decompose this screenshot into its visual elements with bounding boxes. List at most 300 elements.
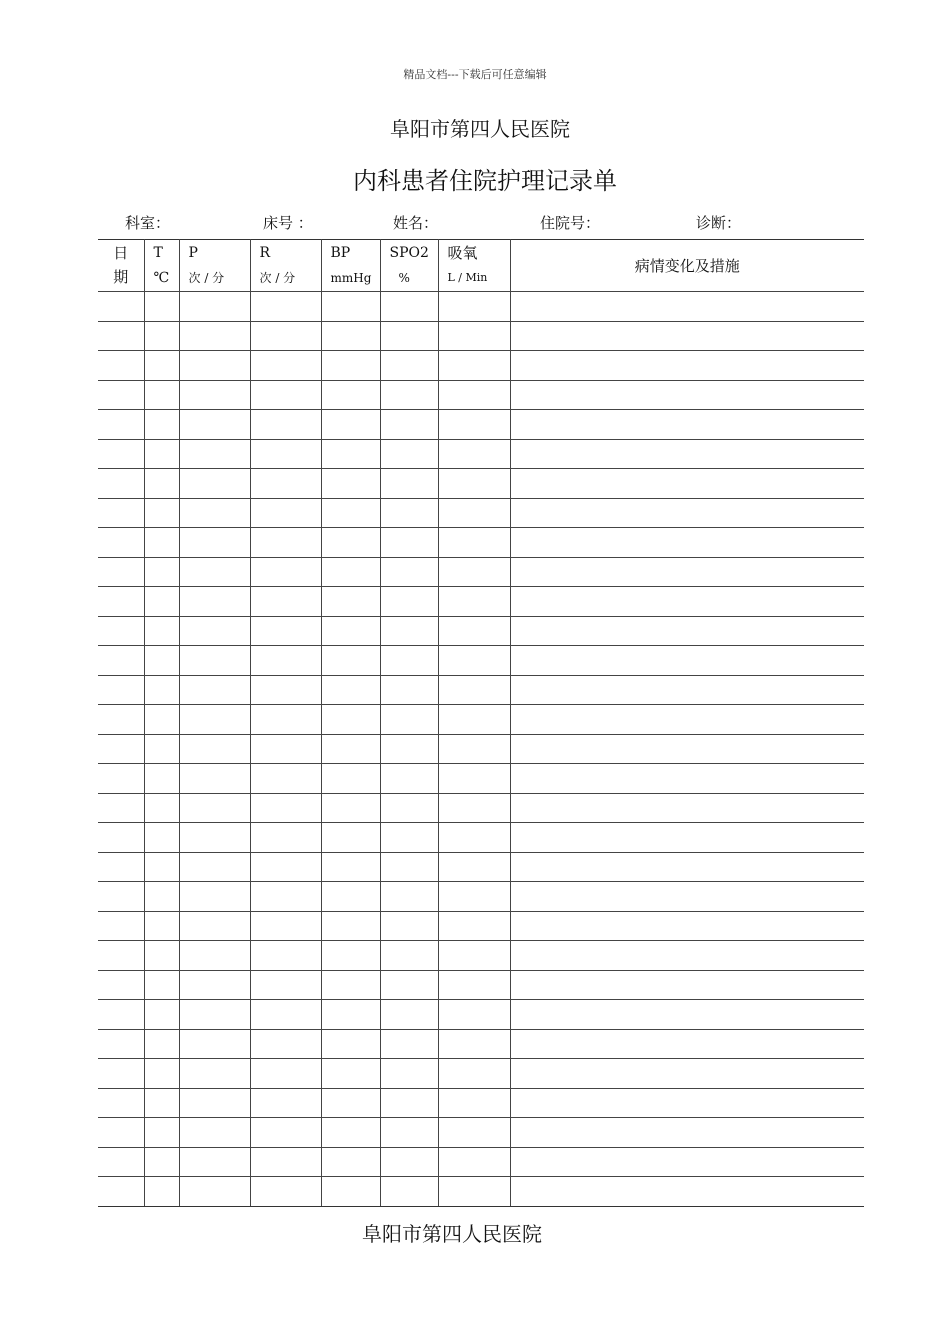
table-cell[interactable] — [98, 646, 144, 676]
table-row — [98, 1088, 864, 1118]
watermark-text: 精品文档---下载后可任意编辑 — [403, 68, 547, 81]
table-cell[interactable] — [179, 852, 250, 882]
table-cell[interactable] — [380, 528, 438, 558]
table-cell[interactable] — [250, 292, 321, 322]
table-cell[interactable] — [510, 557, 864, 587]
table-cell[interactable] — [98, 439, 144, 469]
table-row — [98, 764, 864, 794]
table-cell[interactable] — [321, 793, 380, 823]
table-cell[interactable] — [321, 1118, 380, 1148]
table-cell[interactable] — [98, 852, 144, 882]
table-cell[interactable] — [98, 882, 144, 912]
table-cell[interactable] — [438, 351, 510, 381]
table-cell[interactable] — [98, 1147, 144, 1177]
table-cell[interactable] — [438, 764, 510, 794]
table-cell[interactable] — [144, 528, 179, 558]
table-cell[interactable] — [98, 321, 144, 351]
table-cell[interactable] — [98, 587, 144, 617]
table-cell[interactable] — [179, 616, 250, 646]
table-cell[interactable] — [179, 321, 250, 351]
table-cell[interactable] — [510, 1118, 864, 1148]
table-cell[interactable] — [380, 469, 438, 499]
table-cell[interactable] — [179, 1088, 250, 1118]
header-spo2-line1: SPO2 — [389, 245, 429, 261]
table-cell[interactable] — [380, 823, 438, 853]
table-cell[interactable] — [250, 410, 321, 440]
admission-number-label: 住院号： — [540, 214, 601, 232]
table-cell[interactable] — [179, 941, 250, 971]
table-cell[interactable] — [438, 646, 510, 676]
table-row — [98, 410, 864, 440]
table-cell[interactable] — [380, 410, 438, 440]
table-row — [98, 646, 864, 676]
table-cell[interactable] — [510, 1000, 864, 1030]
table-cell[interactable] — [179, 1118, 250, 1148]
table-cell[interactable] — [380, 675, 438, 705]
table-cell[interactable] — [144, 1177, 179, 1207]
table-cell[interactable] — [179, 764, 250, 794]
table-cell[interactable] — [98, 1059, 144, 1089]
table-cell[interactable] — [144, 852, 179, 882]
table-cell[interactable] — [380, 498, 438, 528]
table-cell[interactable] — [144, 557, 179, 587]
table-cell[interactable] — [380, 646, 438, 676]
table-cell[interactable] — [179, 380, 250, 410]
table-cell[interactable] — [144, 616, 179, 646]
table-cell[interactable] — [144, 292, 179, 322]
table-cell[interactable] — [438, 823, 510, 853]
table-cell[interactable] — [510, 734, 864, 764]
header-temperature-line1: T — [153, 245, 163, 261]
table-cell[interactable] — [510, 1177, 864, 1207]
table-cell[interactable] — [179, 882, 250, 912]
table-cell[interactable] — [98, 469, 144, 499]
table-cell[interactable] — [250, 941, 321, 971]
table-cell[interactable] — [250, 852, 321, 882]
table-cell[interactable] — [250, 557, 321, 587]
table-cell[interactable] — [438, 1059, 510, 1089]
table-cell[interactable] — [98, 675, 144, 705]
table-cell[interactable] — [98, 380, 144, 410]
table-cell[interactable] — [250, 646, 321, 676]
table-cell[interactable] — [250, 528, 321, 558]
table-cell[interactable] — [438, 882, 510, 912]
table-cell[interactable] — [510, 410, 864, 440]
table-row — [98, 970, 864, 1000]
table-cell[interactable] — [380, 1147, 438, 1177]
table-cell[interactable] — [380, 970, 438, 1000]
table-cell[interactable] — [438, 852, 510, 882]
header-respiration — [250, 240, 321, 292]
table-cell[interactable] — [510, 469, 864, 499]
table-cell[interactable] — [321, 498, 380, 528]
table-cell[interactable] — [321, 351, 380, 381]
table-cell[interactable] — [179, 498, 250, 528]
table-cell[interactable] — [144, 705, 179, 735]
table-cell[interactable] — [380, 439, 438, 469]
table-row — [98, 321, 864, 351]
form-title: 内科患者住院护理记录单 — [353, 167, 617, 195]
table-cell[interactable] — [98, 528, 144, 558]
table-row — [98, 616, 864, 646]
table-cell[interactable] — [144, 882, 179, 912]
table-cell[interactable] — [510, 823, 864, 853]
table-cell[interactable] — [98, 557, 144, 587]
table-cell[interactable] — [321, 557, 380, 587]
table-cell[interactable] — [380, 1118, 438, 1148]
department-label: 科室： — [125, 214, 171, 232]
table-cell[interactable] — [438, 970, 510, 1000]
table-cell[interactable] — [144, 351, 179, 381]
table-cell[interactable] — [250, 1177, 321, 1207]
table-cell[interactable] — [179, 1147, 250, 1177]
table-row — [98, 852, 864, 882]
table-cell[interactable] — [98, 498, 144, 528]
table-cell[interactable] — [179, 469, 250, 499]
table-cell[interactable] — [250, 351, 321, 381]
table-cell[interactable] — [438, 1088, 510, 1118]
table-cell[interactable] — [510, 852, 864, 882]
table-cell[interactable] — [321, 1147, 380, 1177]
table-cell[interactable] — [510, 587, 864, 617]
table-cell[interactable] — [321, 970, 380, 1000]
table-cell[interactable] — [380, 734, 438, 764]
table-cell[interactable] — [144, 911, 179, 941]
table-cell[interactable] — [321, 1059, 380, 1089]
table-cell[interactable] — [144, 646, 179, 676]
table-cell[interactable] — [438, 410, 510, 440]
table-cell[interactable] — [438, 616, 510, 646]
table-row — [98, 705, 864, 735]
table-cell[interactable] — [380, 705, 438, 735]
table-row — [98, 1147, 864, 1177]
table-cell[interactable] — [438, 1147, 510, 1177]
table-cell[interactable] — [250, 498, 321, 528]
table-cell[interactable] — [250, 1059, 321, 1089]
table-cell[interactable] — [510, 1059, 864, 1089]
table-cell[interactable] — [380, 351, 438, 381]
table-cell[interactable] — [144, 1059, 179, 1089]
table-cell[interactable] — [321, 941, 380, 971]
table-cell[interactable] — [438, 292, 510, 322]
table-cell[interactable] — [380, 1088, 438, 1118]
table-cell[interactable] — [144, 1000, 179, 1030]
table-cell[interactable] — [380, 764, 438, 794]
table-cell[interactable] — [438, 380, 510, 410]
table-cell[interactable] — [438, 439, 510, 469]
table-cell[interactable] — [510, 380, 864, 410]
table-cell[interactable] — [510, 705, 864, 735]
table-cell[interactable] — [438, 498, 510, 528]
table-row — [98, 882, 864, 912]
table-cell[interactable] — [380, 941, 438, 971]
table-header-row — [98, 240, 864, 292]
table-cell[interactable] — [380, 1000, 438, 1030]
table-cell[interactable] — [144, 734, 179, 764]
table-cell[interactable] — [438, 793, 510, 823]
header-bp-line2: mmHg — [330, 271, 372, 285]
header-temperature-line2: ℃ — [153, 270, 170, 286]
table-cell[interactable] — [179, 911, 250, 941]
header-oxygen — [438, 240, 510, 292]
header-spo2 — [380, 240, 438, 292]
table-cell[interactable] — [321, 616, 380, 646]
table-cell[interactable] — [98, 823, 144, 853]
table-cell[interactable] — [510, 941, 864, 971]
table-cell[interactable] — [250, 1088, 321, 1118]
table-row — [98, 793, 864, 823]
table-cell[interactable] — [144, 941, 179, 971]
table-cell[interactable] — [438, 321, 510, 351]
table-cell[interactable] — [144, 321, 179, 351]
table-cell[interactable] — [321, 734, 380, 764]
table-cell[interactable] — [179, 410, 250, 440]
header-condition-notes — [510, 240, 864, 292]
table-cell[interactable] — [98, 970, 144, 1000]
table-cell[interactable] — [250, 321, 321, 351]
table-cell[interactable] — [321, 380, 380, 410]
nursing-record-table — [98, 239, 864, 1207]
table-cell[interactable] — [510, 1088, 864, 1118]
table-cell[interactable] — [321, 882, 380, 912]
table-cell[interactable] — [510, 616, 864, 646]
table-cell[interactable] — [98, 351, 144, 381]
table-cell[interactable] — [179, 1000, 250, 1030]
table-cell[interactable] — [438, 1177, 510, 1207]
table-cell[interactable] — [98, 705, 144, 735]
table-cell[interactable] — [98, 734, 144, 764]
table-cell[interactable] — [98, 616, 144, 646]
table-cell[interactable] — [250, 705, 321, 735]
table-cell[interactable] — [98, 911, 144, 941]
header-temperature — [144, 240, 179, 292]
table-cell[interactable] — [179, 292, 250, 322]
table-cell[interactable] — [179, 1059, 250, 1089]
table-cell[interactable] — [380, 1029, 438, 1059]
table-cell[interactable] — [510, 646, 864, 676]
table-cell[interactable] — [98, 1029, 144, 1059]
table-cell[interactable] — [380, 587, 438, 617]
table-row — [98, 1118, 864, 1148]
table-cell[interactable] — [510, 882, 864, 912]
table-cell[interactable] — [144, 498, 179, 528]
table-row — [98, 675, 864, 705]
table-cell[interactable] — [179, 1029, 250, 1059]
table-cell[interactable] — [179, 793, 250, 823]
table-cell[interactable] — [438, 1118, 510, 1148]
table-cell[interactable] — [380, 557, 438, 587]
table-row — [98, 351, 864, 381]
header-date-line2: 期 — [113, 268, 129, 286]
table-cell[interactable] — [179, 970, 250, 1000]
table-cell[interactable] — [250, 1000, 321, 1030]
hospital-name: 阜阳市第四人民医院 — [390, 117, 570, 141]
table-cell[interactable] — [98, 1118, 144, 1148]
table-cell[interactable] — [98, 1000, 144, 1030]
table-cell[interactable] — [144, 764, 179, 794]
table-cell[interactable] — [380, 793, 438, 823]
table-cell[interactable] — [250, 380, 321, 410]
table-cell[interactable] — [98, 764, 144, 794]
table-cell[interactable] — [144, 380, 179, 410]
table-cell[interactable] — [321, 321, 380, 351]
table-cell[interactable] — [250, 734, 321, 764]
table-cell[interactable] — [179, 823, 250, 853]
table-cell[interactable] — [144, 675, 179, 705]
table-cell[interactable] — [321, 1177, 380, 1207]
table-cell[interactable] — [250, 823, 321, 853]
table-cell[interactable] — [179, 351, 250, 381]
table-cell[interactable] — [510, 351, 864, 381]
table-cell[interactable] — [510, 321, 864, 351]
table-cell[interactable] — [321, 646, 380, 676]
table-cell[interactable] — [438, 911, 510, 941]
table-cell[interactable] — [250, 439, 321, 469]
header-blood-pressure — [321, 240, 380, 292]
table-cell[interactable] — [144, 823, 179, 853]
table-cell[interactable] — [510, 764, 864, 794]
header-date-line1: 日 — [113, 244, 129, 262]
table-cell[interactable] — [179, 646, 250, 676]
table-cell[interactable] — [510, 970, 864, 1000]
table-cell[interactable] — [250, 1118, 321, 1148]
table-cell[interactable] — [380, 1177, 438, 1207]
table-cell[interactable] — [144, 1029, 179, 1059]
table-cell[interactable] — [438, 705, 510, 735]
table-cell[interactable] — [438, 587, 510, 617]
table-cell[interactable] — [321, 410, 380, 440]
table-cell[interactable] — [144, 439, 179, 469]
table-cell[interactable] — [250, 587, 321, 617]
table-cell[interactable] — [250, 1029, 321, 1059]
table-cell[interactable] — [179, 705, 250, 735]
table-cell[interactable] — [179, 734, 250, 764]
table-cell[interactable] — [321, 292, 380, 322]
table-cell[interactable] — [250, 911, 321, 941]
table-cell[interactable] — [510, 793, 864, 823]
table-row — [98, 734, 864, 764]
table-cell[interactable] — [321, 823, 380, 853]
table-cell[interactable] — [144, 1147, 179, 1177]
table-cell[interactable] — [321, 439, 380, 469]
header-oxygen-line1: 吸氧 — [447, 244, 478, 262]
table-cell[interactable] — [510, 1029, 864, 1059]
table-cell[interactable] — [321, 469, 380, 499]
table-cell[interactable] — [144, 1118, 179, 1148]
table-cell[interactable] — [98, 292, 144, 322]
table-cell[interactable] — [98, 410, 144, 440]
table-cell[interactable] — [510, 439, 864, 469]
header-date — [98, 240, 144, 292]
table-cell[interactable] — [179, 1177, 250, 1207]
table-cell[interactable] — [380, 852, 438, 882]
table-cell[interactable] — [144, 793, 179, 823]
table-cell[interactable] — [380, 911, 438, 941]
table-row — [98, 469, 864, 499]
table-cell[interactable] — [380, 882, 438, 912]
table-cell[interactable] — [321, 764, 380, 794]
table-cell[interactable] — [438, 675, 510, 705]
table-cell[interactable] — [438, 469, 510, 499]
table-cell[interactable] — [380, 292, 438, 322]
table-cell[interactable] — [438, 557, 510, 587]
table-row — [98, 941, 864, 971]
table-cell[interactable] — [438, 1000, 510, 1030]
table-cell[interactable] — [98, 1177, 144, 1207]
table-cell[interactable] — [438, 734, 510, 764]
table-cell[interactable] — [438, 528, 510, 558]
table-cell[interactable] — [179, 675, 250, 705]
table-cell[interactable] — [144, 1088, 179, 1118]
table-cell[interactable] — [250, 970, 321, 1000]
table-cell[interactable] — [438, 1029, 510, 1059]
table-row — [98, 498, 864, 528]
table-row — [98, 528, 864, 558]
header-oxygen-line2: L / Min — [447, 271, 488, 284]
table-cell[interactable] — [380, 380, 438, 410]
table-cell[interactable] — [250, 793, 321, 823]
table-cell[interactable] — [250, 882, 321, 912]
table-cell[interactable] — [510, 675, 864, 705]
table-cell[interactable] — [321, 587, 380, 617]
table-cell[interactable] — [321, 1029, 380, 1059]
diagnosis-label: 诊断： — [696, 214, 742, 232]
table-cell[interactable] — [510, 498, 864, 528]
table-cell[interactable] — [321, 705, 380, 735]
table-cell[interactable] — [321, 911, 380, 941]
table-cell[interactable] — [510, 528, 864, 558]
header-pulse — [179, 240, 250, 292]
table-cell[interactable] — [144, 970, 179, 1000]
table-row — [98, 439, 864, 469]
table-cell[interactable] — [250, 764, 321, 794]
table-cell[interactable] — [510, 1147, 864, 1177]
table-cell[interactable] — [179, 528, 250, 558]
table-row — [98, 1000, 864, 1030]
table-cell[interactable] — [179, 557, 250, 587]
header-bp-line1: BP — [330, 245, 351, 261]
table-body — [98, 292, 864, 1207]
table-cell[interactable] — [510, 292, 864, 322]
table-cell[interactable] — [250, 616, 321, 646]
table-cell[interactable] — [510, 911, 864, 941]
table-cell[interactable] — [98, 793, 144, 823]
table-cell[interactable] — [321, 1088, 380, 1118]
table-cell[interactable] — [321, 528, 380, 558]
table-cell[interactable] — [321, 675, 380, 705]
table-cell[interactable] — [250, 469, 321, 499]
table-cell[interactable] — [144, 469, 179, 499]
table-cell[interactable] — [380, 616, 438, 646]
table-cell[interactable] — [380, 321, 438, 351]
table-cell[interactable] — [380, 1059, 438, 1089]
table-cell[interactable] — [250, 1147, 321, 1177]
table-cell[interactable] — [179, 587, 250, 617]
table-cell[interactable] — [250, 675, 321, 705]
table-cell[interactable] — [321, 852, 380, 882]
bed-number-label: 床号 ： — [263, 214, 313, 232]
table-cell[interactable] — [98, 941, 144, 971]
table-row — [98, 380, 864, 410]
table-cell[interactable] — [321, 1000, 380, 1030]
table-cell[interactable] — [144, 587, 179, 617]
footer-hospital-name: 阜阳市第四人民医院 — [362, 1222, 542, 1246]
table-cell[interactable] — [98, 1088, 144, 1118]
header-pulse-line2: 次 / 分 — [188, 271, 225, 285]
table-cell[interactable] — [144, 410, 179, 440]
table-cell[interactable] — [179, 439, 250, 469]
table-cell[interactable] — [438, 941, 510, 971]
